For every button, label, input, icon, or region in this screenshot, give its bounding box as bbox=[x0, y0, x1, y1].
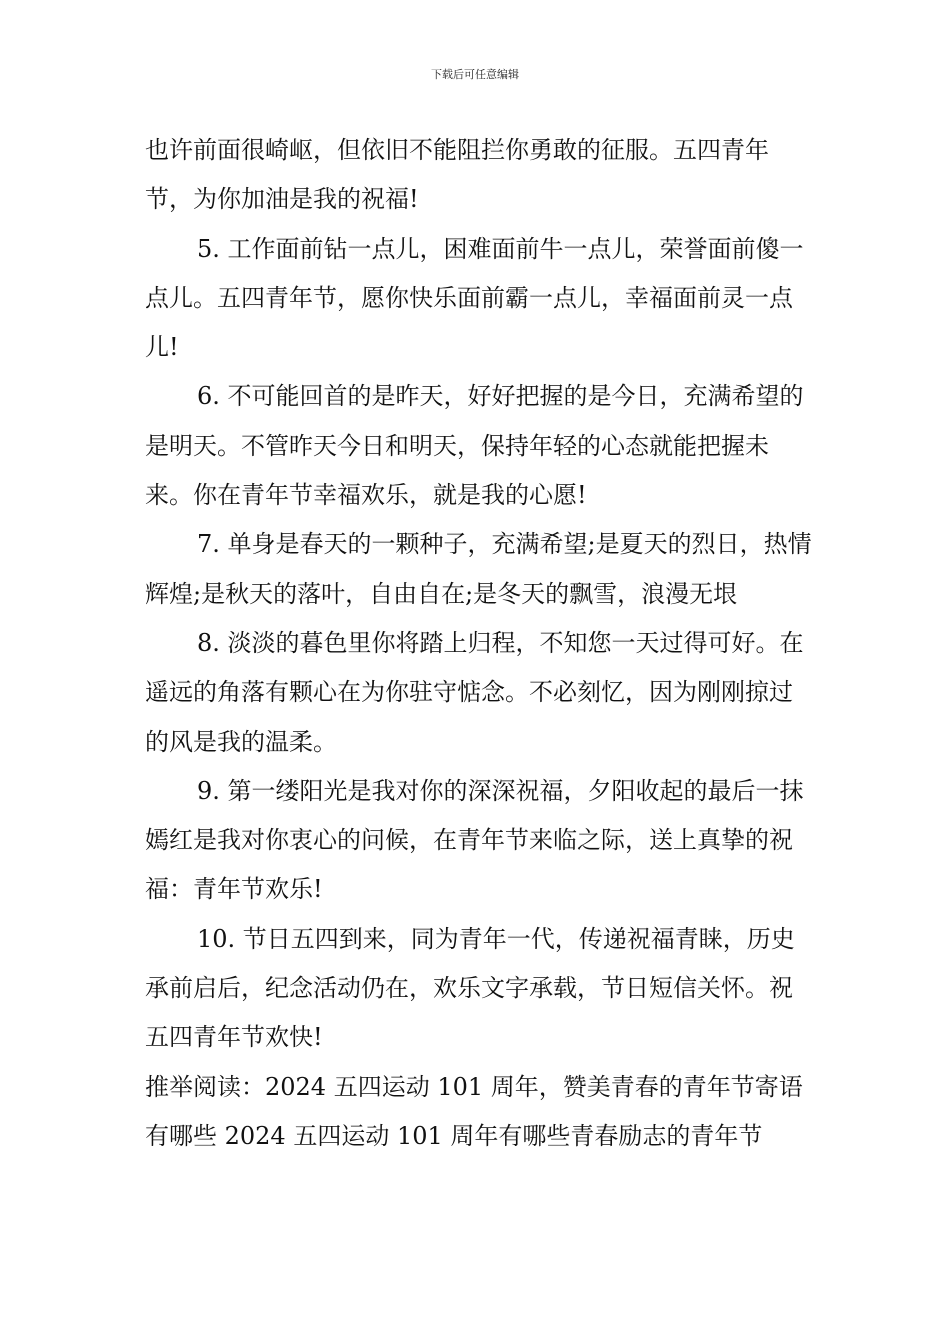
document-body bbox=[145, 126, 813, 1161]
paragraph-item-9: 9. 第一缕阳光是我对你的深深祝福，夕阳收起的最后一抹嫣红是我对你衷心的问候，在青年节来临之际，送上真挚的祝福：青年节欢乐! bbox=[145, 776, 804, 904]
paragraph-item-6: 6. 不可能回首的是昨天，好好把握的是今日，充满希望的是明天。不管昨天今日和明天，保持年轻的心态就能把握未来。你在青年节幸福欢乐，就是我的心愿! bbox=[145, 382, 804, 510]
paragraph-continuation: 也许前面很崎岖，但依旧不能阻拦你勇敢的征服。五四青年节，为你加油是我的祝福! bbox=[145, 136, 769, 214]
paragraph-item-8: 8. 淡淡的暮色里你将踏上归程，不知您一天过得可好。在遥远的角落有颗心在为你驻守惦念。不必刻忆，因为刚刚掠过的风是我的温柔。 bbox=[145, 628, 804, 756]
paragraph-item-5: 5. 工作面前钻一点儿，困难面前牛一点儿，荣誉面前傻一点儿。五四青年节，愿你快乐面前霸一点儿，幸福面前灵一点儿! bbox=[145, 234, 804, 362]
paragraph-item-7: 7. 单身是春天的一颗种子，充满希望;是夏天的烈日，热情辉煌;是秋天的落叶，自由自在;是冬天的飘雪，浪漫无垠 bbox=[145, 530, 812, 608]
page-header: 下载后可任意编辑 bbox=[431, 68, 519, 81]
recommended-reading: 推举阅读：2024 五四运动 101 周年，赞美青春的青年节寄语有哪些 2024 五四运动 101 周年有哪些青春励志的青年节 bbox=[145, 1072, 803, 1150]
paragraph-item-10: 10. 节日五四到来，同为青年一代，传递祝福青睐，历史承前启后，纪念活动仍在，欢乐文字承载，节日短信关怀。祝五四青年节欢快! bbox=[145, 924, 795, 1052]
